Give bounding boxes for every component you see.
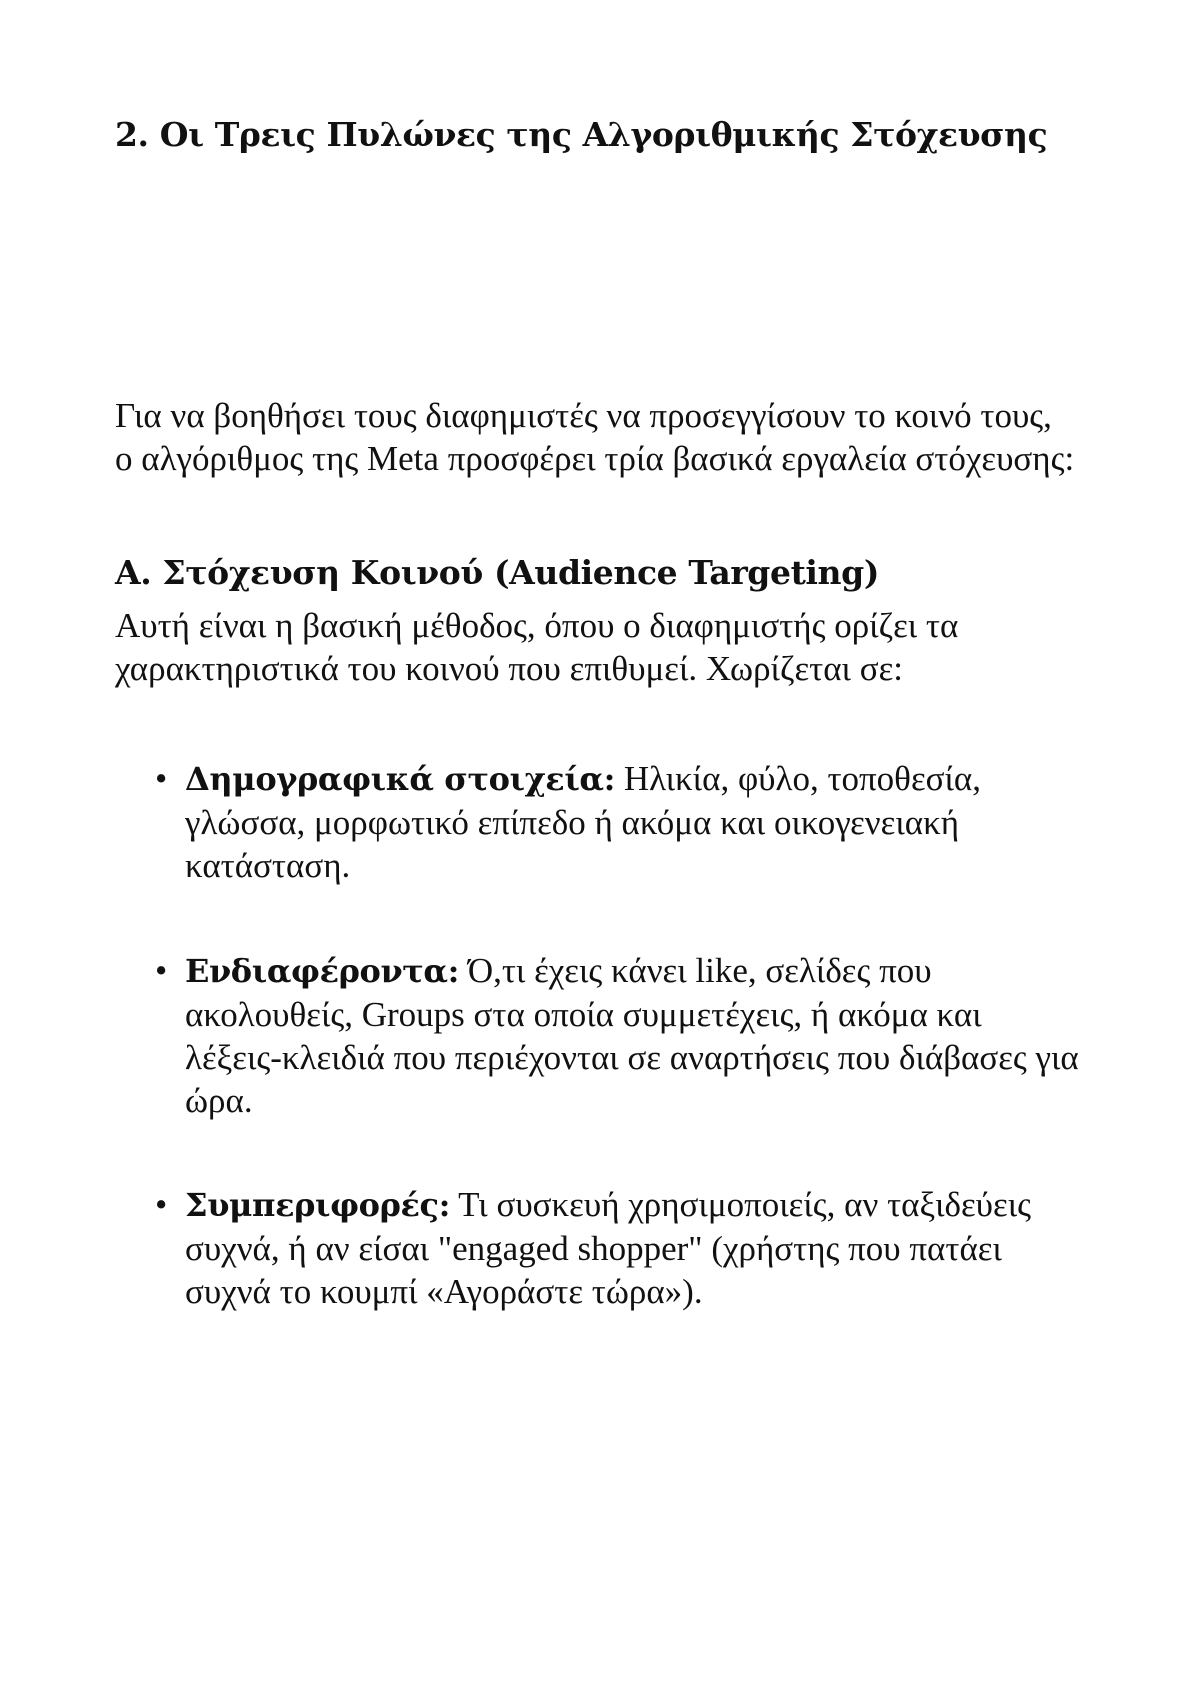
bullet-icon: • [155, 951, 168, 990]
list-item-text: Ό,τι έχεις κάνει like, σελίδες που ακολουθείς, Groups στα οποία συμμετέχεις, ή ακόμα και λέξεις-κλειδιά που περιέχονται σε αναρτήσεις που διάβασες για ώρα. [185, 951, 1079, 1120]
list-item-term: Ενδιαφέροντα: [185, 952, 460, 990]
list-item-behaviors [155, 1183, 1080, 1313]
list-item-interests [155, 949, 1080, 1122]
subsection-title-audience-targeting: Α. Στόχευση Κοινού (Audience Targeting) [115, 553, 880, 592]
list-item-term: Συμπεριφορές: [185, 1186, 451, 1224]
subsection-description: Αυτή είναι η βασική μέθοδος, όπου ο διαφημιστής ορίζει τα χαρακτηριστικά του κοινού που επιθυμεί. Χωρίζεται σε: [115, 606, 959, 688]
intro-paragraph: Για να βοηθήσει τους διαφημιστές να προσεγγίσουν το κοινό τους, ο αλγόριθμος της Meta προσφέρει τρία βασικά εργαλεία στόχευσης: [115, 396, 1075, 478]
list-item-term: Δημογραφικά στοιχεία: [185, 760, 616, 798]
bullet-icon: • [155, 1185, 168, 1224]
list-item-text: Ηλικία, φύλο, τοποθεσία, γλώσσα, μορφωτικό επίπεδο ή ακόμα και οικογενειακή κατάσταση. [185, 759, 982, 885]
bullet-icon: • [155, 759, 168, 798]
list-item-demographics [155, 757, 1080, 887]
section-heading: 2. Οι Τρεις Πυλώνες της Αλγοριθμικής Στόχευσης [115, 115, 1048, 154]
list-item-text: Τι συσκευή χρησιμοποιείς, αν ταξιδεύεις συχνά, ή αν είσαι "engaged shopper" (χρήστης που πατάει συχνά το κουμπί «Αγοράστε τώρα»). [185, 1185, 1031, 1311]
